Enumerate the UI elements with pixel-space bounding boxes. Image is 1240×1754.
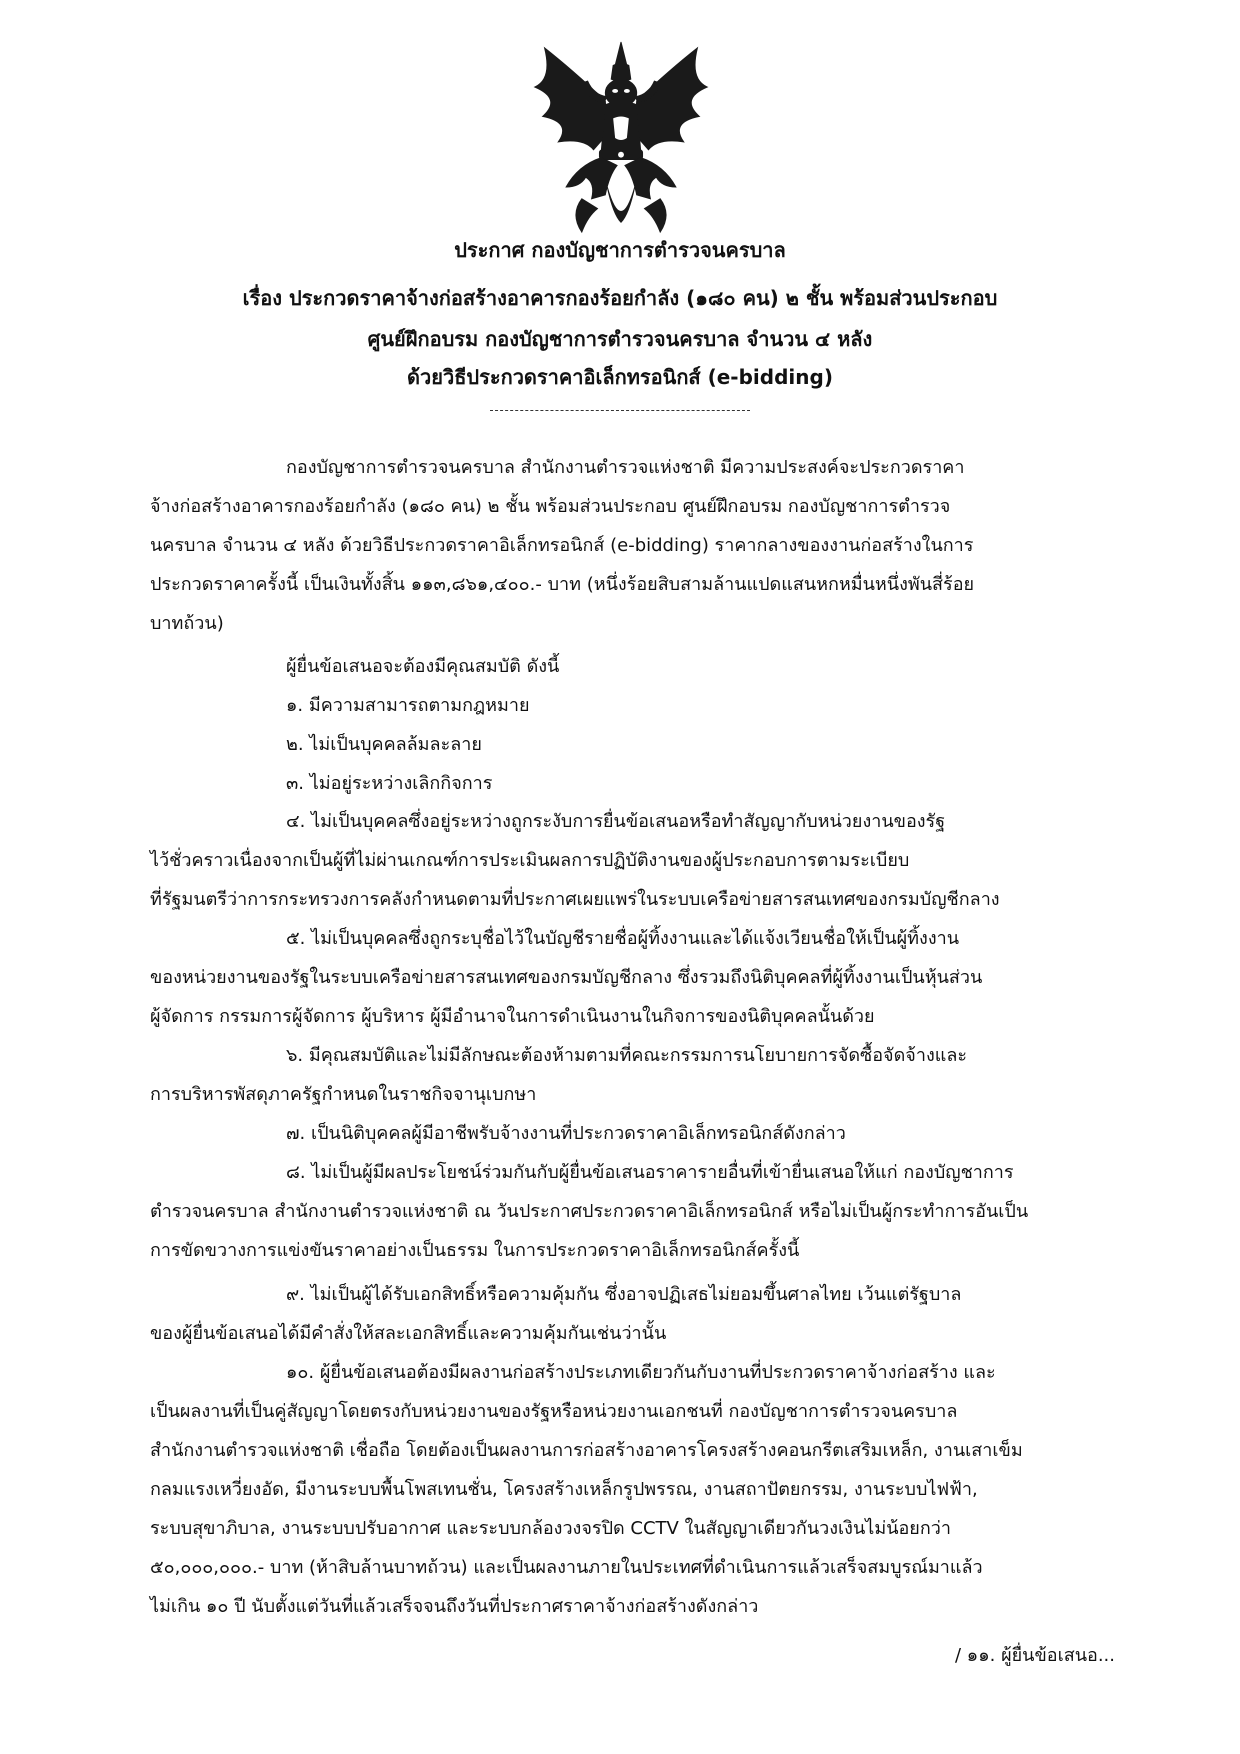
qualification-item-cont: ของหน่วยงานของรัฐในระบบเครือข่ายสารสนเทศของกรมบัญชีกลาง ซึ่งรวมถึงนิติบุคคลที่ผู้ทิ้งงานเป็นหุ้นส่วน bbox=[150, 967, 983, 988]
intro-line: นครบาล จำนวน ๔ หลัง ด้วยวิธีประกวดราคาอิเล็กทรอนิกส์ (e-bidding) ราคากลางของงานก่อสร้างในการ bbox=[150, 535, 974, 556]
qualification-item: ๑. มีความสามารถตามกฎหมาย bbox=[286, 695, 530, 716]
qualification-item-cont: การขัดขวางการแข่งขันราคาอย่างเป็นธรรม ในการประกวดราคาอิเล็กทรอนิกส์ครั้งนี้ bbox=[150, 1240, 800, 1261]
qualification-item: ๑๐. ผู้ยื่นข้อเสนอต้องมีผลงานก่อสร้างประเภทเดียวกันกับงานที่ประกวดราคาจ้างก่อสร้าง และ bbox=[286, 1362, 996, 1383]
continuation-marker: / ๑๑. ผู้ยื่นข้อเสนอ... bbox=[954, 1645, 1115, 1666]
qualifications-intro: ผู้ยื่นข้อเสนอจะต้องมีคุณสมบัติ ดังนี้ bbox=[286, 656, 560, 677]
intro-line: จ้างก่อสร้างอาคารกองร้อยกำลัง (๑๘๐ คน) ๒ ชั้น พร้อมส่วนประกอบ ศูนย์ฝึกอบรม กองบัญชาการตำรวจ bbox=[150, 496, 951, 517]
qualification-item-cont: สำนักงานตำรวจแห่งชาติ เชื่อถือ โดยต้องเป็นผลงานการก่อสร้างอาคารโครงสร้างคอนกรีตเสริมเหล็ก, งานเสาเข็ม bbox=[150, 1440, 1023, 1461]
qualification-item-cont: เป็นผลงานที่เป็นคู่สัญญาโดยตรงกับหน่วยงานของรัฐหรือหน่วยงานเอกชนที่ กองบัญชาการตำรวจนครบาล bbox=[150, 1401, 958, 1422]
qualification-item: ๗. เป็นนิติบุคคลผู้มีอาชีพรับจ้างงานที่ประกวดราคาอิเล็กทรอนิกส์ดังกล่าว bbox=[286, 1123, 846, 1144]
qualification-item: ๘. ไม่เป็นผู้มีผลประโยชน์ร่วมกันกับผู้ยื่นข้อเสนอราคารายอื่นที่เข้ายื่นเสนอให้แก่ กองบัญชาการ bbox=[286, 1162, 1014, 1183]
qualification-item: ๔. ไม่เป็นบุคคลซึ่งอยู่ระหว่างถูกระงับการยื่นข้อเสนอหรือทำสัญญากับหน่วยงานของรัฐ bbox=[286, 811, 946, 832]
announcement-title: ประกาศ กองบัญชาการตำรวจนครบาล bbox=[454, 238, 786, 262]
intro-line: ประกวดราคาครั้งนี้ เป็นเงินทั้งสิ้น ๑๑๓,๘๖๑,๔๐๐.- บาท (หนึ่งร้อยสิบสามล้านแปดแสนหกหมื่นหนึ่งพันสี่ร้อย bbox=[150, 574, 975, 595]
qualification-item: ๖. มีคุณสมบัติและไม่มีลักษณะต้องห้ามตามที่คณะกรรมการนโยบายการจัดซื้อจัดจ้างและ bbox=[286, 1045, 968, 1066]
qualification-item-cont: ไม่เกิน ๑๐ ปี นับตั้งแต่วันที่แล้วเสร็จจนถึงวันที่ประกาศราคาจ้างก่อสร้างดังกล่าว bbox=[150, 1596, 759, 1617]
announcement-subject: เรื่อง ประกวดราคาจ้างก่อสร้างอาคารกองร้อยกำลัง (๑๘๐ คน) ๒ ชั้น พร้อมส่วนประกอบ bbox=[242, 286, 998, 310]
qualification-item-cont: ที่รัฐมนตรีว่าการกระทรวงการคลังกำหนดตามที่ประกาศเผยแพร่ในระบบเครือข่ายสารสนเทศของกรมบัญชีกลาง bbox=[150, 889, 1000, 910]
qualification-item: ๒. ไม่เป็นบุคคลล้มละลาย bbox=[286, 734, 482, 755]
qualification-item: ๕. ไม่เป็นบุคคลซึ่งถูกระบุชื่อไว้ในบัญชีรายชื่อผู้ทิ้งงานและได้แจ้งเวียนชื่อให้เป็นผู้ทิ้งงาน bbox=[286, 928, 960, 949]
announcement-method: ด้วยวิธีประกวดราคาอิเล็กทรอนิกส์ (e-bidding) bbox=[407, 365, 833, 389]
qualification-item-cont: ระบบสุขาภิบาล, งานระบบปรับอากาศ และระบบกล้องวงจรปิด CCTV ในสัญญาเดียวกันวงเงินไม่น้อยกว่า bbox=[150, 1518, 951, 1539]
intro-line: กองบัญชาการตำรวจนครบาล สำนักงานตำรวจแห่งชาติ มีความประสงค์จะประกวดราคา bbox=[286, 457, 965, 478]
garuda-emblem bbox=[523, 38, 719, 238]
qualification-item-cont: ของผู้ยื่นข้อเสนอได้มีคำสั่งให้สละเอกสิทธิ์และความคุ้มกันเช่นว่านั้น bbox=[150, 1323, 667, 1344]
qualification-item-cont: ไว้ชั่วคราวเนื่องจากเป็นผู้ที่ไม่ผ่านเกณฑ์การประเมินผลการปฏิบัติงานของผู้ประกอบการตามระเบียบ bbox=[150, 850, 910, 871]
qualification-item-cont: ตำรวจนครบาล สำนักงานตำรวจแห่งชาติ ณ วันประกาศประกวดราคาอิเล็กทรอนิกส์ หรือไม่เป็นผู้กระทำการอันเป็น bbox=[150, 1201, 1029, 1222]
qualification-item-cont: การบริหารพัสดุภาครัฐกำหนดในราชกิจจานุเบกษา bbox=[150, 1084, 537, 1105]
qualification-item-cont: กลมแรงเหวี่ยงอัด, มีงานระบบพื้นโพสเทนชั่น, โครงสร้างเหล็กรูปพรรณ, งานสถาปัตยกรรม, งานระบบไฟฟ้า, bbox=[150, 1479, 978, 1500]
announcement-subject-cont: ศูนย์ฝึกอบรม กองบัญชาการตำรวจนครบาล จำนวน ๔ หลัง bbox=[367, 327, 873, 351]
qualification-item-cont: ๕๐,๐๐๐,๐๐๐.- บาท (ห้าสิบล้านบาทถ้วน) และเป็นผลงานภายในประเทศที่ดำเนินการแล้วเสร็จสมบูรณ์มาแล้ว bbox=[150, 1557, 983, 1578]
qualification-item-cont: ผู้จัดการ กรรมการผู้จัดการ ผู้บริหาร ผู้มีอำนาจในการดำเนินงานในกิจการของนิติบุคคลนั้นด้วย bbox=[150, 1006, 875, 1027]
qualification-item: ๙. ไม่เป็นผู้ได้รับเอกสิทธิ์หรือความคุ้มกัน ซึ่งอาจปฏิเสธไม่ยอมขึ้นศาลไทย เว้นแต่รัฐบาล bbox=[286, 1284, 962, 1305]
title-separator bbox=[490, 410, 750, 411]
intro-line: บาทถ้วน) bbox=[150, 613, 224, 634]
qualification-item: ๓. ไม่อยู่ระหว่างเลิกกิจการ bbox=[286, 773, 493, 794]
